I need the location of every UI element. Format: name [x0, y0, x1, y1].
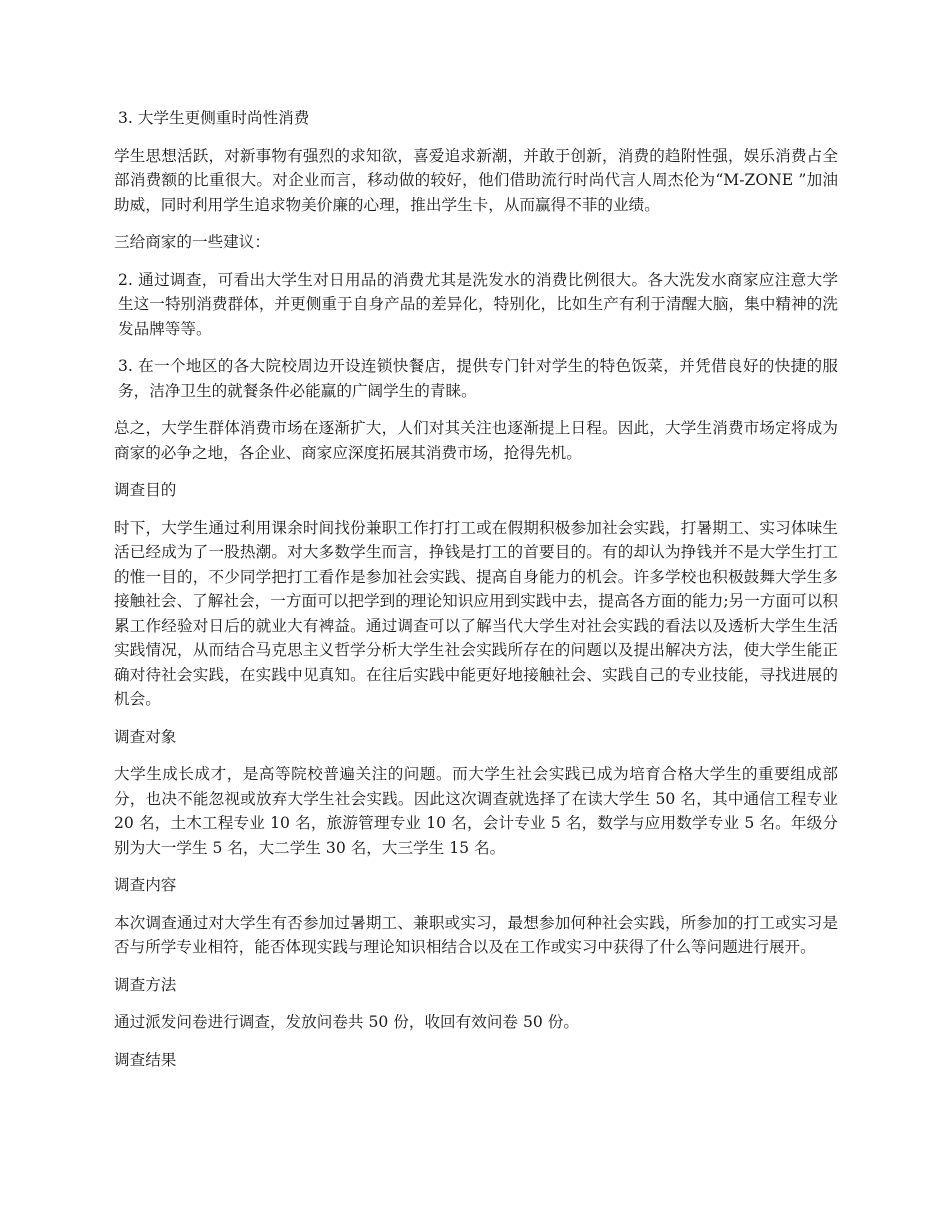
paragraph-conclusion: 总之，大学生群体消费市场在逐渐扩大，人们对其关注也逐渐提上日程。因此，大学生消费市场定将成为商家的必争之地，各企业、商家应深度拓展其消费市场，抢得先机。	[114, 419, 838, 462]
paragraph-advice-fastfood: 3. 在一个地区的各大院校周边开设连锁快餐店，提供专门针对学生的特色饭菜，并凭借良好的快捷的服务，洁净卫生的就餐条件必能赢的广阔学生的青睐。	[118, 357, 838, 400]
paragraph-method: 通过派发问卷进行调查，发放问卷共 50 份，收回有效问卷 50 份。	[114, 1013, 579, 1031]
paragraph-fashion-consumption: 学生思想活跃，对新事物有强烈的求知欲，喜爱追求新潮，并敢于创新，消费的趋附性强，娱乐消费占全部消费额的比重很大。对企业而言，移动做的较好，他们借助流行时尚代言人周杰伦为“M-ZONE ”加油助威，同时利用学生追求物美价廉的心理，推出学生卡，从而赢得不菲的业绩。	[114, 146, 838, 214]
section-heading-merchant-advice: 三给商家的一些建议：	[114, 233, 270, 251]
section-heading-method: 调查方法	[114, 975, 177, 994]
paragraph-content: 本次调查通过对大学生有否参加过暑期工、兼职或实习，最想参加何种社会实践，所参加的打工或实习是否与所学专业相符，能否体现实践与理论知识相结合以及在工作或实习中获得了什么等问题进行展开。	[114, 913, 838, 956]
section-heading-content: 调查内容	[114, 876, 177, 894]
paragraph-subjects: 大学生成长成才，是高等院校普遍关注的问题。而大学生社会实践已成为培育合格大学生的重要组成部分，也决不能忽视或放弃大学生社会实践。因此这次调查就选择了在读大学生 50 名，其中通信工程专业 20 名，土木工程专业 10 名，旅游管理专业 10 名，会计专业 5 名，数学与应用数学专业 5 名。年级分别为大一学生 5 名，大二学生 30 名，大三学生 15 名。	[114, 765, 838, 857]
section-heading-results: 调查结果	[114, 1050, 177, 1069]
section-heading-subjects: 调查对象	[114, 727, 177, 746]
document-page	[114, 106, 838, 1085]
section-heading-fashion-consumption: 3. 大学生更侧重时尚性消费	[118, 109, 310, 127]
paragraph-purpose: 时下，大学生通过利用课余时间找份兼职工作打打工或在假期积极参加社会实践，打暑期工、实习体味生活已经成为了一股热潮。对大多数学生而言，挣钱是打工的首要目的。有的却认为挣钱并不是大学生打工的惟一目的，不少同学把打工看作是参加社会实践、提高自身能力的机会。许多学校也积极鼓舞大学生多接触社会、了解社会，一方面可以把学到的理论知识应用到实践中去，提高各方面的能力;另一方面可以积累工作经验对日后的就业大有裨益。通过调查可以了解当代大学生对社会实践的看法以及透析大学生生活实践情况，从而结合马克思主义哲学分析大学生社会实践所存在的问题以及提出解决方法，使大学生能正确对待社会实践，在实践中见真知。在往后实践中能更好地接触社会、实践自己的专业技能，寻找进展的机会。	[114, 518, 838, 708]
paragraph-advice-shampoo: 2. 通过调查，可看出大学生对日用品的消费尤其是洗发水的消费比例很大。各大洗发水商家应注意大学生这一特别消费群体，并更侧重于自身产品的差异化，特别化，比如生产有利于清醒大脑，集中精神的洗发品牌等等。	[118, 270, 838, 338]
section-heading-purpose: 调查目的	[114, 481, 177, 499]
